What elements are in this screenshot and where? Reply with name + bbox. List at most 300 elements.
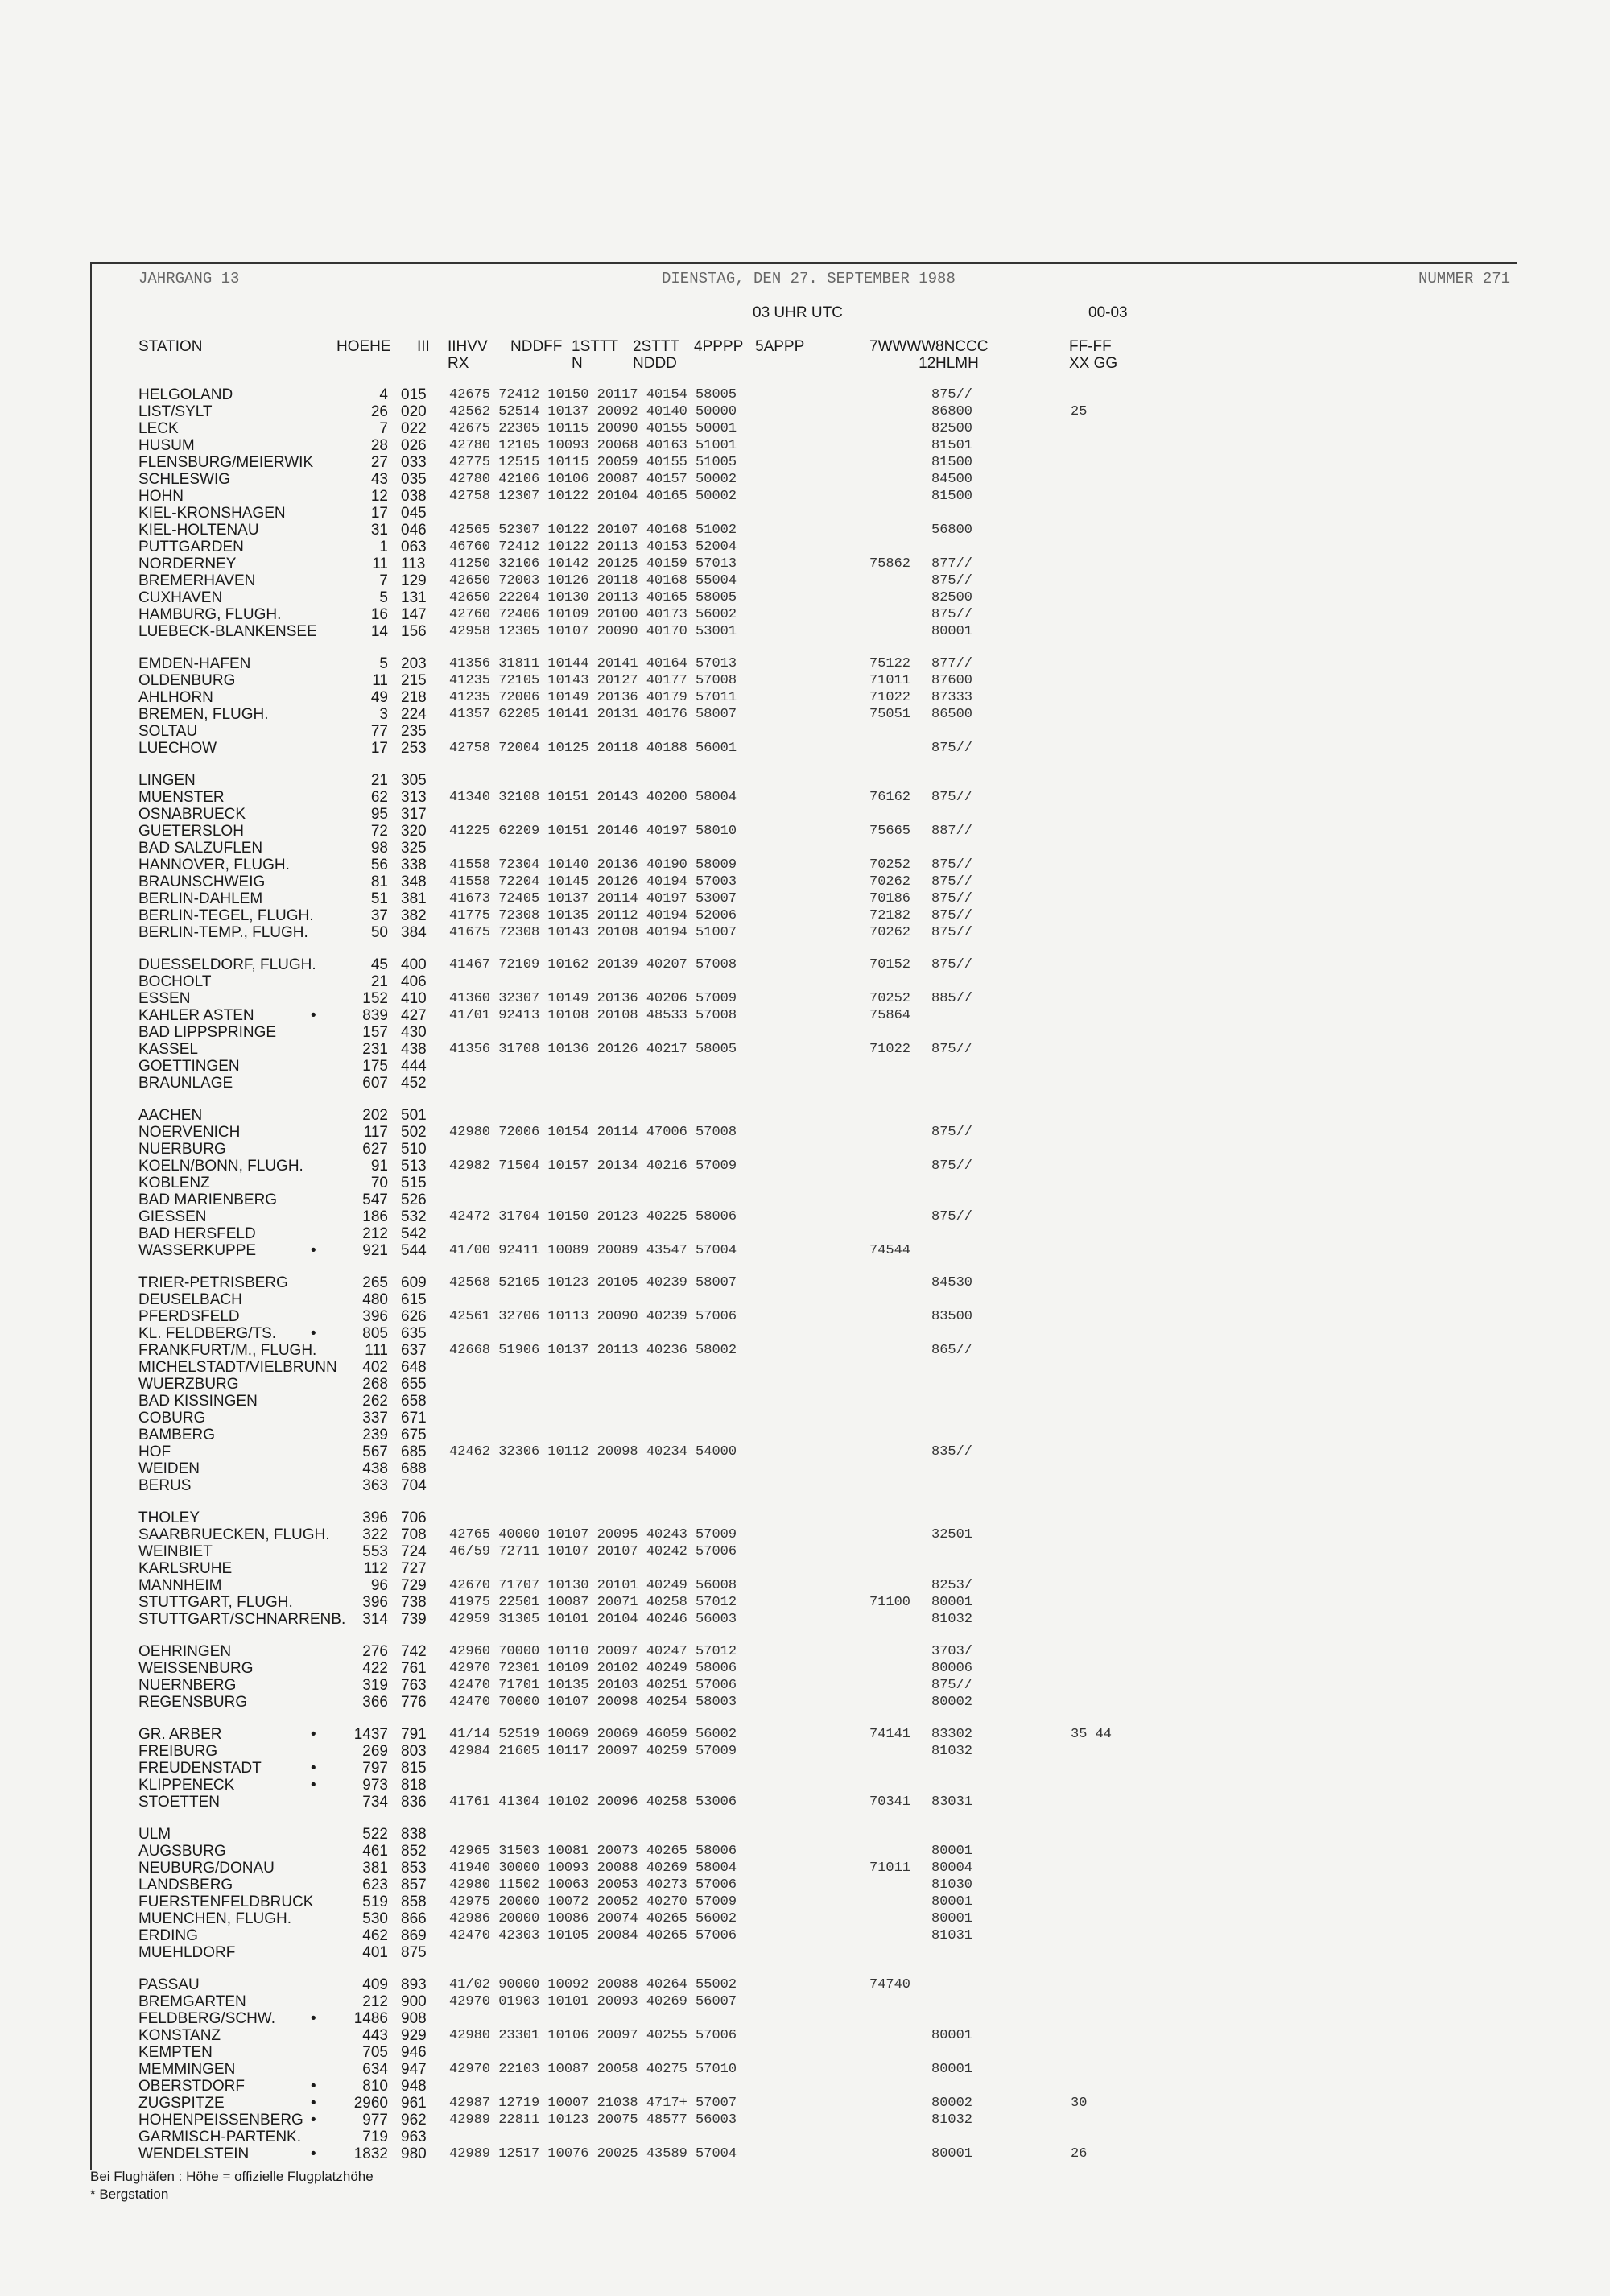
synop-groups: 42970 22103 10087 20058 40275 57010 (449, 2062, 737, 2077)
station-index: 046 (401, 522, 427, 539)
synop-groups: 42470 42303 10105 20084 40265 57006 (449, 1928, 737, 1943)
station-index: 963 (401, 2129, 427, 2145)
weather-group: 70341 (869, 1794, 911, 1810)
station-height: 239 (362, 1427, 388, 1443)
station-name: TRIER-PETRISBERG (138, 1274, 288, 1291)
station-name: BRAUNSCHWEIG (138, 873, 266, 890)
col-station: STATION (138, 338, 203, 355)
synop-groups: 42980 72006 10154 20114 47006 57008 (449, 1125, 737, 1140)
station-index: 501 (401, 1107, 427, 1124)
col-iihvv: IIHVV RX (448, 338, 488, 372)
station-name: BAD KISSINGEN (138, 1393, 258, 1410)
station-index: 836 (401, 1794, 427, 1811)
station-index: 381 (401, 890, 427, 907)
station-index: 131 (401, 589, 427, 606)
station-height: 72 (370, 823, 388, 840)
cloud-group: 875// (931, 857, 973, 873)
gust-group: 26 (1071, 2146, 1088, 2162)
mountain-marker: • (311, 1726, 316, 1743)
cloud-group: 86500 (931, 707, 973, 722)
station-name: CUXHAVEN (138, 589, 223, 606)
cloud-group: 86800 (931, 404, 973, 419)
station-name: MICHELSTADT/VIELBRUNN (138, 1359, 337, 1376)
station-name: PUTTGARDEN (138, 539, 244, 555)
station-name: MUENSTER (138, 789, 225, 806)
station-index: 253 (401, 740, 427, 757)
station-height: 17 (370, 740, 388, 757)
station-height: 1486 (353, 2010, 388, 2027)
station-name: HANNOVER, FLUGH. (138, 857, 290, 873)
station-name: STOETTEN (138, 1794, 220, 1811)
station-index: 704 (401, 1477, 427, 1494)
weather-group: 74141 (869, 1727, 911, 1742)
station-height: 202 (362, 1107, 388, 1124)
station-index: 427 (401, 1007, 427, 1024)
station-index: 838 (401, 1826, 427, 1843)
cloud-group: 80001 (931, 624, 973, 639)
cloud-group: 885// (931, 991, 973, 1006)
station-index: 875 (401, 1944, 427, 1961)
station-name: WEINBIET (138, 1543, 213, 1560)
station-name: HOHN (138, 488, 184, 505)
station-height: 319 (362, 1677, 388, 1694)
station-name: KAHLER ASTEN (138, 1007, 254, 1024)
station-index: 063 (401, 539, 427, 555)
col-nddff: NDDFF (510, 338, 563, 355)
cloud-group: 81030 (931, 1877, 973, 1893)
station-height: 519 (362, 1893, 388, 1910)
station-name: REGENSBURG (138, 1694, 248, 1711)
station-height: 705 (362, 2044, 388, 2061)
station-height: 366 (362, 1694, 388, 1711)
cloud-group: 80001 (931, 1595, 973, 1610)
cloud-group: 80004 (931, 1860, 973, 1876)
station-index: 635 (401, 1325, 427, 1342)
station-index: 658 (401, 1393, 427, 1410)
station-height: 117 (363, 1124, 388, 1141)
station-name: WUERZBURG (138, 1376, 239, 1393)
station-height: 265 (362, 1274, 388, 1291)
station-index: 338 (401, 857, 427, 873)
station-name: FREUDENSTADT (138, 1760, 262, 1777)
cloud-group: 56800 (931, 522, 973, 538)
cloud-group: 81032 (931, 1612, 973, 1627)
station-index: 113 (401, 555, 426, 572)
station-index: 947 (401, 2061, 427, 2078)
cloud-group: 81032 (931, 1744, 973, 1759)
station-height: 231 (362, 1041, 388, 1058)
synop-groups: 42986 20000 10086 20074 40265 56002 (449, 1911, 737, 1926)
station-name: OEHRINGEN (138, 1643, 232, 1660)
cloud-group: 80002 (931, 2096, 973, 2111)
synop-groups: 42462 32306 10112 20098 40234 54000 (449, 1444, 737, 1460)
station-index: 869 (401, 1927, 427, 1944)
station-name: BAMBERG (138, 1427, 216, 1443)
station-index: 235 (401, 723, 427, 740)
station-name: SCHLESWIG (138, 471, 231, 488)
cloud-group: 875// (931, 1678, 973, 1693)
station-height: 805 (362, 1325, 388, 1342)
station-index: 671 (401, 1410, 427, 1427)
station-name: ESSEN (138, 990, 191, 1007)
synop-groups: 46760 72412 10122 20113 40153 52004 (449, 539, 737, 555)
synop-groups: 42565 52307 10122 20107 40168 51002 (449, 522, 737, 538)
synop-groups: 42561 32706 10113 20090 40239 57006 (449, 1309, 737, 1324)
synop-groups: 41235 72105 10143 20127 40177 57008 (449, 673, 737, 688)
station-height: 7 (379, 572, 388, 589)
station-name: BERLIN-TEMP., FLUGH. (138, 924, 308, 941)
station-height: 212 (362, 1993, 388, 2010)
station-height: 973 (362, 1777, 388, 1794)
synop-groups: 42470 71701 10135 20103 40251 57006 (449, 1678, 737, 1693)
station-name: HUSUM (138, 437, 195, 454)
station-index: 015 (401, 386, 427, 403)
station-height: 797 (362, 1760, 388, 1777)
station-index: 325 (401, 840, 427, 857)
station-index: 384 (401, 924, 427, 941)
station-height: 21 (370, 772, 388, 789)
station-name: ERDING (138, 1927, 198, 1944)
cloud-group: 80001 (931, 1844, 973, 1859)
station-name: OSNABRUECK (138, 806, 246, 823)
synop-groups: 42780 42106 10106 20087 40157 50002 (449, 472, 737, 487)
station-name: DUESSELDORF, FLUGH. (138, 956, 316, 973)
station-index: 685 (401, 1443, 427, 1460)
station-name: BREMGARTEN (138, 1993, 246, 2010)
synop-groups: 42989 22811 10123 20075 48577 56003 (449, 2112, 737, 2128)
station-index: 544 (401, 1242, 427, 1259)
synop-groups: 42775 12515 10115 20059 40155 51005 (449, 455, 737, 470)
synop-groups: 42758 72004 10125 20118 40188 56001 (449, 741, 737, 756)
cloud-group: 875// (931, 891, 973, 906)
weather-group: 70152 (869, 957, 911, 972)
synop-groups: 41360 32307 10149 20136 40206 57009 (449, 991, 737, 1006)
station-name: MUENCHEN, FLUGH. (138, 1910, 292, 1927)
cloud-group: 865// (931, 1343, 973, 1358)
gust-group: 25 (1071, 404, 1088, 419)
station-name: NOERVENICH (138, 1124, 241, 1141)
station-height: 422 (362, 1660, 388, 1677)
station-name: KARLSRUHE (138, 1560, 233, 1577)
station-name: BAD HERSFELD (138, 1225, 256, 1242)
station-height: 27 (370, 454, 388, 471)
station-name: BRAUNLAGE (138, 1075, 233, 1092)
station-index: 929 (401, 2027, 427, 2044)
station-name: NUERBURG (138, 1141, 226, 1158)
station-height: 810 (362, 2078, 388, 2095)
station-height: 269 (362, 1743, 388, 1760)
station-index: 038 (401, 488, 427, 505)
station-name: BAD LIPPSPRINGE (138, 1024, 277, 1041)
station-height: 70 (370, 1175, 388, 1191)
station-height: 4 (379, 386, 388, 403)
station-index: 203 (401, 655, 427, 672)
station-name: GUETERSLOH (138, 823, 244, 840)
station-name: ULM (138, 1826, 171, 1843)
weather-group: 75665 (869, 824, 911, 839)
station-name: BAD SALZUFLEN (138, 840, 263, 857)
synop-groups: 42780 12105 10093 20068 40163 51001 (449, 438, 737, 453)
synop-groups: 42650 22204 10130 20113 40165 58005 (449, 590, 737, 605)
cloud-group: 875// (931, 957, 973, 972)
station-index: 893 (401, 1976, 427, 1993)
cloud-group: 87333 (931, 690, 973, 705)
mountain-marker: • (311, 2095, 316, 2112)
station-height: 31 (370, 522, 388, 539)
mountain-marker: • (311, 1325, 316, 1342)
cloud-group: 80002 (931, 1695, 973, 1710)
station-name: COBURG (138, 1410, 206, 1427)
synop-groups: 41356 31811 10144 20141 40164 57013 (449, 656, 737, 671)
station-height: 396 (362, 1594, 388, 1611)
station-index: 742 (401, 1643, 427, 1660)
synop-groups: 42970 01903 10101 20093 40269 56007 (449, 1994, 737, 2009)
station-name: AUGSBURG (138, 1843, 226, 1860)
weather-group: 70252 (869, 991, 911, 1006)
cloud-group: 83031 (931, 1794, 973, 1810)
station-name: BREMERHAVEN (138, 572, 256, 589)
station-index: 626 (401, 1308, 427, 1325)
station-height: 37 (370, 907, 388, 924)
station-name: FRANKFURT/M., FLUGH. (138, 1342, 317, 1359)
station-height: 28 (370, 437, 388, 454)
station-height: 314 (362, 1611, 388, 1628)
synop-groups: 42568 52105 10123 20105 40239 58007 (449, 1275, 737, 1290)
weather-group: 74544 (869, 1243, 911, 1258)
station-index: 515 (401, 1175, 427, 1191)
cloud-group: 835// (931, 1444, 973, 1460)
synop-groups: 42958 12305 10107 20090 40170 53001 (449, 624, 737, 639)
station-index: 738 (401, 1594, 427, 1611)
station-height: 438 (362, 1460, 388, 1477)
cloud-group: 875// (931, 790, 973, 805)
mountain-marker: • (311, 1777, 316, 1794)
station-index: 305 (401, 772, 427, 789)
station-name: BREMEN, FLUGH. (138, 706, 269, 723)
weather-group: 70262 (869, 925, 911, 940)
station-index: 215 (401, 672, 427, 689)
col-7wwww: 7WWWW 12 (869, 338, 936, 372)
col-ffff: FF-FF XX GG (1069, 338, 1118, 372)
cloud-group: 81501 (931, 438, 973, 453)
station-name: WEIDEN (138, 1460, 200, 1477)
jahrgang-label: JAHRGANG 13 (138, 270, 240, 287)
station-name: LECK (138, 420, 179, 437)
synop-groups: 42987 12719 10007 21038 4717+ 57007 (449, 2096, 737, 2111)
synop-groups: 41/00 92411 10089 20089 43547 57004 (449, 1243, 737, 1258)
station-height: 547 (362, 1191, 388, 1208)
station-height: 11 (372, 672, 388, 689)
station-height: 401 (362, 1944, 388, 1961)
station-index: 852 (401, 1843, 427, 1860)
synop-groups: 42760 72406 10109 20100 40173 56002 (449, 607, 737, 622)
station-index: 761 (401, 1660, 427, 1677)
station-index: 948 (401, 2078, 427, 2095)
station-name: NEUBURG/DONAU (138, 1860, 275, 1877)
synop-groups: 42970 72301 10109 20102 40249 58006 (449, 1661, 737, 1676)
station-name: LANDSBERG (138, 1877, 233, 1893)
station-height: 49 (370, 689, 388, 706)
station-index: 648 (401, 1359, 427, 1376)
station-height: 480 (362, 1291, 388, 1308)
station-name: MANNHEIM (138, 1577, 222, 1594)
station-height: 530 (362, 1910, 388, 1927)
station-height: 634 (362, 2061, 388, 2078)
synop-groups: 42965 31503 10081 20073 40265 58006 (449, 1844, 737, 1859)
station-height: 56 (370, 857, 388, 873)
date-label: DIENSTAG, DEN 27. SEPTEMBER 1988 (662, 270, 956, 287)
station-index: 615 (401, 1291, 427, 1308)
station-name: FELDBERG/SCHW. (138, 2010, 275, 2027)
station-height: 95 (370, 806, 388, 823)
mountain-marker: • (311, 1007, 316, 1024)
weather-group: 70262 (869, 874, 911, 890)
synop-groups: 41/02 90000 10092 20088 40264 55002 (449, 1977, 737, 1992)
station-index: 739 (401, 1611, 427, 1628)
weather-group: 70252 (869, 857, 911, 873)
weather-group: 70186 (869, 891, 911, 906)
cloud-group: 84530 (931, 1275, 973, 1290)
weather-group: 75122 (869, 656, 911, 671)
station-height: 522 (362, 1826, 388, 1843)
cloud-group: 32501 (931, 1527, 973, 1542)
station-name: KOBLENZ (138, 1175, 210, 1191)
cloud-group: 80001 (931, 2062, 973, 2077)
station-index: 729 (401, 1577, 427, 1594)
synop-groups: 41340 32108 10151 20143 40200 58004 (449, 790, 737, 805)
synop-groups: 42960 70000 10110 20097 40247 57012 (449, 1644, 737, 1659)
cloud-group: 81500 (931, 455, 973, 470)
station-height: 276 (362, 1643, 388, 1660)
station-height: 14 (370, 623, 388, 640)
synop-groups: 41357 62205 10141 20131 40176 58007 (449, 707, 737, 722)
weather-group: 76162 (869, 790, 911, 805)
station-height: 186 (362, 1208, 388, 1225)
station-name: KL. FELDBERG/TS. (138, 1325, 277, 1342)
col-1sttt: 1STTT N (572, 338, 619, 372)
station-index: 818 (401, 1777, 427, 1794)
station-height: 43 (370, 471, 388, 488)
synop-groups: 42675 22305 10115 20090 40155 50001 (449, 421, 737, 436)
cloud-group: 8253/ (931, 1578, 973, 1593)
station-height: 3 (379, 706, 388, 723)
cloud-group: 877// (931, 656, 973, 671)
weather-group: 71022 (869, 690, 911, 705)
cloud-group: 875// (931, 874, 973, 890)
weather-group: 71100 (869, 1595, 911, 1610)
station-index: 033 (401, 454, 427, 471)
station-index: 776 (401, 1694, 427, 1711)
cloud-group: 887// (931, 824, 973, 839)
cloud-group: 80006 (931, 1661, 973, 1676)
synop-groups: 41675 72308 10143 20108 40194 51007 (449, 925, 737, 940)
station-index: 637 (401, 1342, 427, 1359)
station-name: OLDENBURG (138, 672, 236, 689)
station-index: 708 (401, 1526, 427, 1543)
weather-group: 71011 (869, 1860, 911, 1876)
station-height: 977 (362, 2112, 388, 2129)
synop-groups: 42984 21605 10117 20097 40259 57009 (449, 1744, 737, 1759)
synop-groups: 41235 72006 10149 20136 40179 57011 (449, 690, 737, 705)
cloud-group: 83500 (931, 1309, 973, 1324)
station-index: 400 (401, 956, 427, 973)
station-height: 402 (362, 1359, 388, 1376)
weather-group: 75862 (869, 556, 911, 572)
station-height: 268 (362, 1376, 388, 1393)
station-height: 627 (362, 1141, 388, 1158)
weather-group: 72182 (869, 908, 911, 923)
station-index: 853 (401, 1860, 427, 1877)
station-index: 815 (401, 1760, 427, 1777)
station-index: 026 (401, 437, 427, 454)
station-height: 152 (362, 990, 388, 1007)
station-name: STUTTGART/SCHNARRENB. (138, 1611, 346, 1628)
station-name: STUTTGART, FLUGH. (138, 1594, 293, 1611)
station-index: 961 (401, 2095, 427, 2112)
station-index: 406 (401, 973, 427, 990)
synop-groups: 42959 31305 10101 20104 40246 56003 (449, 1612, 737, 1627)
station-name: GR. ARBER (138, 1726, 222, 1743)
station-name: SOLTAU (138, 723, 198, 740)
station-name: BERUS (138, 1477, 192, 1494)
synop-groups: 41775 72308 10135 20112 40194 52006 (449, 908, 737, 923)
station-name: NORDERNEY (138, 555, 237, 572)
cloud-group: 875// (931, 607, 973, 622)
station-name: AACHEN (138, 1107, 203, 1124)
weather-group: 71022 (869, 1042, 911, 1057)
station-height: 1437 (353, 1726, 388, 1743)
station-name: LUEBECK-BLANKENSEE (138, 623, 317, 640)
station-height: 396 (362, 1308, 388, 1325)
cloud-group: 875// (931, 908, 973, 923)
station-name: KIEL-HOLTENAU (138, 522, 259, 539)
station-name: KLIPPENECK (138, 1777, 235, 1794)
station-index: 444 (401, 1058, 427, 1075)
station-height: 81 (370, 873, 388, 890)
station-index: 688 (401, 1460, 427, 1477)
weather-group: 71011 (869, 673, 911, 688)
station-name: HAMBURG, FLUGH. (138, 606, 282, 623)
station-index: 857 (401, 1877, 427, 1893)
station-height: 62 (370, 789, 388, 806)
col-2sttt: 2STTT NDDD (633, 338, 680, 372)
station-name: GOETTINGEN (138, 1058, 240, 1075)
station-name: OBERSTDORF (138, 2078, 245, 2095)
station-height: 157 (362, 1024, 388, 1041)
station-index: 502 (401, 1124, 427, 1141)
station-height: 262 (362, 1393, 388, 1410)
station-name: LIST/SYLT (138, 403, 213, 420)
station-name: NUERNBERG (138, 1677, 237, 1694)
station-name: HOF (138, 1443, 171, 1460)
station-index: 382 (401, 907, 427, 924)
col-5appp: 5APPP (755, 338, 805, 355)
cloud-group: 3703/ (931, 1644, 973, 1659)
station-name: BERLIN-DAHLEM (138, 890, 263, 907)
period-label: 00-03 (1088, 304, 1128, 321)
synop-groups: 41975 22501 10087 20071 40258 57012 (449, 1595, 737, 1610)
station-index: 532 (401, 1208, 427, 1225)
cloud-group: 875// (931, 573, 973, 588)
station-name: HELGOLAND (138, 386, 233, 403)
station-index: 980 (401, 2145, 427, 2162)
station-height: 396 (362, 1509, 388, 1526)
cloud-group: 80001 (931, 2146, 973, 2162)
table-frame (90, 262, 1517, 2170)
station-name: MUEHLDORF (138, 1944, 236, 1961)
station-height: 17 (370, 505, 388, 522)
station-height: 111 (365, 1342, 388, 1359)
